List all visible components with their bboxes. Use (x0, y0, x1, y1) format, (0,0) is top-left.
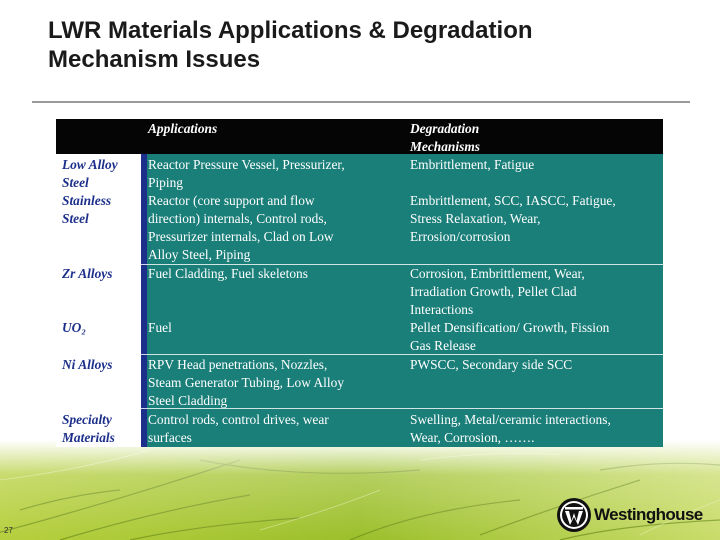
slide-title-line: Mechanism Issues (48, 46, 261, 73)
category-line: Steel (62, 175, 89, 190)
row-degradation-low-alloy-steel (410, 156, 660, 174)
row-category-zr-alloys (62, 265, 140, 283)
row-category-ni-alloys (62, 356, 140, 374)
degradation-line: Embrittlement, SCC, IASCC, Fatigue, (410, 193, 616, 208)
degradation-line: Interactions (410, 302, 474, 317)
applications-line: Alloy Steel, Piping (148, 247, 251, 262)
westinghouse-wordmark: Westinghouse (594, 505, 703, 524)
category-line: UO₂ (62, 320, 87, 335)
column-divider (141, 154, 147, 447)
westinghouse-logo (556, 497, 716, 537)
slide-number: 27 (4, 526, 13, 535)
applications-line: Pressurizer internals, Clad on Low (148, 229, 334, 244)
applications-line: Fuel Cladding, Fuel skeletons (148, 266, 308, 281)
applications-line: Reactor (core support and flow (148, 193, 315, 208)
table-header-row (56, 119, 663, 154)
row-applications-specialty-materials (148, 411, 398, 447)
header-degradation-line: Mechanisms (410, 139, 480, 154)
applications-line: Piping (148, 175, 183, 190)
applications-line: RPV Head penetrations, Nozzles, (148, 357, 328, 372)
degradation-line: Embrittlement, Fatigue (410, 157, 535, 172)
header-degradation-line: Degradation (410, 121, 480, 136)
row-applications-stainless-steel (148, 192, 398, 264)
row-category-stainless-steel (62, 192, 140, 228)
row-category-low-alloy-steel (62, 156, 140, 192)
materials-table (56, 119, 663, 447)
degradation-line: Gas Release (410, 338, 476, 353)
row-category-specialty-materials (62, 411, 140, 447)
applications-line: Control rods, control drives, wear (148, 412, 329, 427)
applications-line: Steam Generator Tubing, Low Alloy (148, 375, 345, 390)
row-applications-ni-alloys (148, 356, 398, 410)
row-degradation-uo2 (410, 319, 660, 355)
header-degradation-mechanisms (410, 120, 530, 156)
category-line: Materials (62, 430, 115, 445)
applications-line: surfaces (148, 430, 192, 445)
row-degradation-stainless-steel (410, 192, 660, 246)
degradation-line: Corrosion, Embrittlement, Wear, (410, 266, 585, 281)
westinghouse-logo-icon (556, 497, 592, 533)
applications-line: Fuel (148, 320, 172, 335)
applications-line: Reactor Pressure Vessel, Pressurizer, (148, 157, 345, 172)
applications-line: Steel Cladding (148, 393, 228, 408)
row-applications-uo2 (148, 319, 398, 337)
row-degradation-zr-alloys (410, 265, 660, 319)
row-degradation-specialty-materials (410, 411, 660, 447)
degradation-line: Swelling, Metal/ceramic interactions, (410, 412, 611, 427)
category-line: Specialty (62, 412, 112, 427)
category-line: Zr Alloys (62, 266, 113, 281)
category-line: Ni Alloys (62, 357, 113, 372)
title-divider (32, 101, 690, 103)
row-category-uo2 (62, 319, 140, 337)
degradation-line: Pellet Densification/ Growth, Fission (410, 320, 610, 335)
slide-title-line: LWR Materials Applications & Degradation (48, 17, 533, 44)
category-line: Steel (62, 211, 89, 226)
row-degradation-ni-alloys (410, 356, 660, 374)
degradation-line: Stress Relaxation, Wear, (410, 211, 541, 226)
degradation-line: Irradiation Growth, Pellet Clad (410, 284, 577, 299)
row-applications-low-alloy-steel (148, 156, 398, 192)
category-line: Stainless (62, 193, 112, 208)
category-line: Low Alloy (62, 157, 118, 172)
degradation-line: PWSCC, Secondary side SCC (410, 357, 573, 372)
slide-title (48, 16, 533, 74)
applications-line: direction) internals, Control rods, (148, 211, 327, 226)
header-applications: Applications (148, 121, 218, 136)
degradation-line: Errosion/corrosion (410, 229, 511, 244)
row-applications-zr-alloys (148, 265, 398, 283)
degradation-line: Wear, Corrosion, ……. (410, 430, 535, 445)
